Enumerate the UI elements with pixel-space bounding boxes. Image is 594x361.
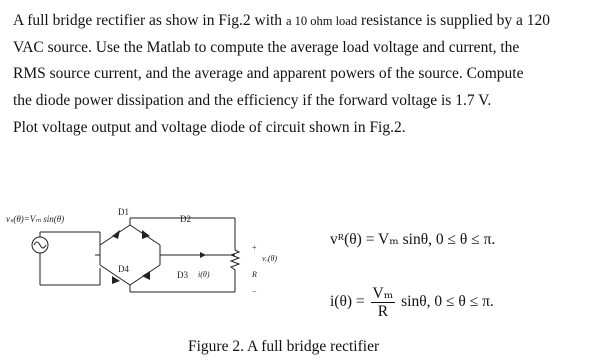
resistor-label: R	[252, 270, 257, 279]
output-minus-label: −	[252, 287, 257, 296]
current-label: i(θ)	[198, 270, 210, 279]
equation-current-rhs: sinθ, 0 ≤ θ ≤ π.	[401, 293, 494, 311]
figure-caption: Figure 2. A full bridge rectifier	[188, 338, 380, 355]
source-label: vₛ(θ)=Vₘ sin(θ)	[6, 214, 65, 224]
problem-line4: the diode power dissipation and the efficiency if the forward voltage is 1.7 V.	[13, 91, 492, 109]
problem-line5: Plot voltage output and voltage diode of circuit shown in Fig.2.	[13, 119, 406, 136]
equation-load-current	[330, 285, 494, 320]
diode-d3-symbol	[142, 271, 150, 280]
problem-statement	[13, 8, 588, 114]
diode-d4-label: D4	[118, 264, 129, 274]
problem-line1c: resistance is supplied by a 120	[357, 12, 550, 29]
fraction-numerator: Vₘ	[372, 285, 394, 302]
equation-current-lhs: i(θ) =	[330, 293, 365, 311]
fraction-denominator: R	[377, 303, 389, 320]
problem-line3: RMS source current, and the average and apparent powers of the source. Compute	[13, 65, 524, 82]
problem-line1b: a 10 ohm load	[285, 14, 358, 28]
diode-d2-label: D2	[180, 214, 191, 224]
output-voltage-label: vₒ(θ)	[262, 254, 278, 263]
problem-line1a: A full bridge rectifier as show in Fig.2 with	[13, 12, 286, 29]
problem-line2: VAC source. Use the Matlab to compute the average load voltage and current, the	[13, 38, 520, 56]
diode-d3-label: D3	[177, 270, 188, 280]
diode-d1-symbol	[112, 230, 120, 239]
output-plus-label: +	[252, 243, 257, 252]
equation-load-voltage: vᴿ(θ) = Vₘ sinθ, 0 ≤ θ ≤ π.	[330, 231, 496, 248]
equation-fraction	[371, 285, 396, 320]
diode-d1-label: D1	[118, 207, 129, 217]
